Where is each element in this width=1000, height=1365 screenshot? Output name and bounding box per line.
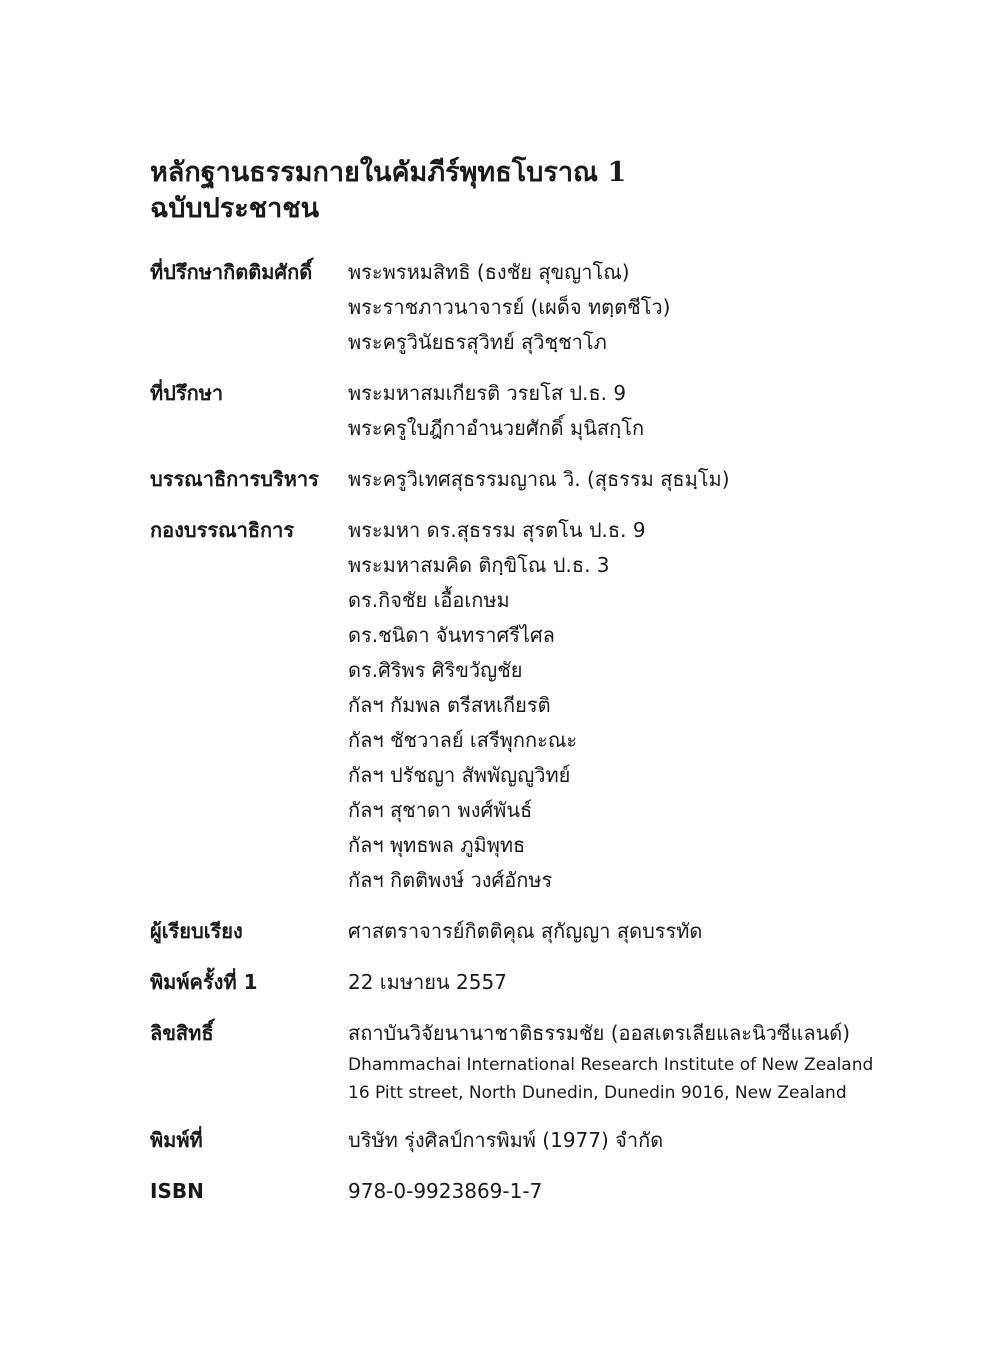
credit-value-line: พระราชภาวนาจารย์ (เผด็จ ทตฺตชีโว) bbox=[348, 295, 671, 319]
credit-label-advisors: ที่ปรึกษา bbox=[150, 381, 224, 405]
credit-value-line: กัลฯ กัมพล ตรีสหเกียรติ bbox=[348, 693, 551, 717]
credit-value-line: บริษัท รุ่งศิลป์การพิมพ์ (1977) จำกัด bbox=[348, 1128, 664, 1152]
credit-value-line: 978-0-9923869-1-7 bbox=[348, 1179, 543, 1203]
credit-value-line: พระครูใบฎีกาอำนวยศักดิ์ มุนิสกฺโก bbox=[348, 416, 645, 440]
credit-values-compiler bbox=[348, 914, 910, 949]
credit-values-executive-editor bbox=[348, 462, 910, 497]
credit-row-copyright bbox=[150, 1016, 910, 1107]
credit-value-line: พระครูวินัยธรสุวิทย์ สุวิชฺชาโภ bbox=[348, 330, 607, 354]
book-title bbox=[150, 155, 910, 227]
credit-label-editorial-board: กองบรรณาธิการ bbox=[150, 518, 295, 542]
credit-value-line: พระครูวิเทศสุธรรมญาณ วิ. (สุธรรม สุธมฺโม) bbox=[348, 467, 730, 491]
book-title-line-1: หลักฐานธรรมกายในคัมภีร์พุทธโบราณ 1 bbox=[150, 157, 627, 188]
credit-value-line: 22 เมษายน 2557 bbox=[348, 970, 507, 994]
credit-row-first-edition bbox=[150, 965, 910, 1000]
credit-row-editorial-board bbox=[150, 513, 910, 898]
credit-values-advisors bbox=[348, 376, 910, 446]
credit-value-line: กัลฯ พุทธพล ภูมิพุทธ bbox=[348, 833, 526, 857]
credit-label-executive-editor: บรรณาธิการบริหาร bbox=[150, 467, 319, 491]
credit-values-honorary-advisors bbox=[348, 255, 910, 360]
credit-values-copyright bbox=[348, 1016, 910, 1107]
credit-value-line: พระมหา ดร.สุธรรม สุรตโน ป.ธ. 9 bbox=[348, 518, 646, 542]
credit-value-line: พระมหาสมคิด ติกฺขิโณ ป.ธ. 3 bbox=[348, 553, 610, 577]
credit-values-isbn bbox=[348, 1174, 910, 1209]
credit-row-isbn bbox=[150, 1174, 910, 1209]
credit-row-compiler bbox=[150, 914, 910, 949]
colophon-page bbox=[150, 155, 910, 1225]
credit-label-printer: พิมพ์ที่ bbox=[150, 1128, 203, 1152]
credit-value-line: กัลฯ กิตติพงษ์ วงศ์อักษร bbox=[348, 868, 553, 892]
credit-value-line: กัลฯ ชัชวาลย์ เสรีพุกกะณะ bbox=[348, 728, 578, 752]
credit-value-line: ดร.ศิริพร ศิริขวัญชัย bbox=[348, 658, 523, 682]
credit-row-printer bbox=[150, 1123, 910, 1158]
credit-values-editorial-board bbox=[348, 513, 910, 898]
credit-values-first-edition bbox=[348, 965, 910, 1000]
credit-label-compiler: ผู้เรียบเรียง bbox=[150, 919, 243, 943]
credit-label-honorary-advisors: ที่ปรึกษากิตติมศักดิ์ bbox=[150, 260, 313, 284]
credit-value-line: สถาบันวิจัยนานาชาติธรรมชัย (ออสเตรเลียและนิวซีแลนด์) bbox=[348, 1021, 851, 1045]
credit-label-copyright: ลิขสิทธิ์ bbox=[150, 1021, 214, 1045]
credit-value-line: ดร.ชนิดา จันทราศรีไศล bbox=[348, 623, 555, 647]
credit-value-english-line: Dhammachai International Research Institute of New Zealand bbox=[348, 1055, 874, 1075]
credit-row-executive-editor bbox=[150, 462, 910, 497]
credits-list bbox=[150, 255, 910, 1209]
credit-label-first-edition: พิมพ์ครั้งที่ 1 bbox=[150, 970, 258, 994]
credit-value-line: พระมหาสมเกียรติ วรยโส ป.ธ. 9 bbox=[348, 381, 627, 405]
credit-value-line: กัลฯ สุชาดา พงศ์พันธ์ bbox=[348, 798, 533, 822]
credit-label-isbn: ISBN bbox=[150, 1179, 204, 1203]
credit-value-line: ดร.กิจชัย เอื้อเกษม bbox=[348, 588, 510, 612]
credit-value-english-line: 16 Pitt street, North Dunedin, Dunedin 9016, New Zealand bbox=[348, 1083, 847, 1103]
book-title-line-2: ฉบับประชาชน bbox=[150, 193, 320, 224]
credit-values-printer bbox=[348, 1123, 910, 1158]
credit-value-line: กัลฯ ปรัชญา สัพพัญญูวิทย์ bbox=[348, 763, 571, 787]
credit-value-line: พระพรหมสิทธิ (ธงชัย สุขญาโณ) bbox=[348, 260, 630, 284]
credit-row-advisors bbox=[150, 376, 910, 446]
credit-value-line: ศาสตราจารย์กิตติคุณ สุกัญญา สุดบรรทัด bbox=[348, 919, 703, 943]
credit-row-honorary-advisors bbox=[150, 255, 910, 360]
